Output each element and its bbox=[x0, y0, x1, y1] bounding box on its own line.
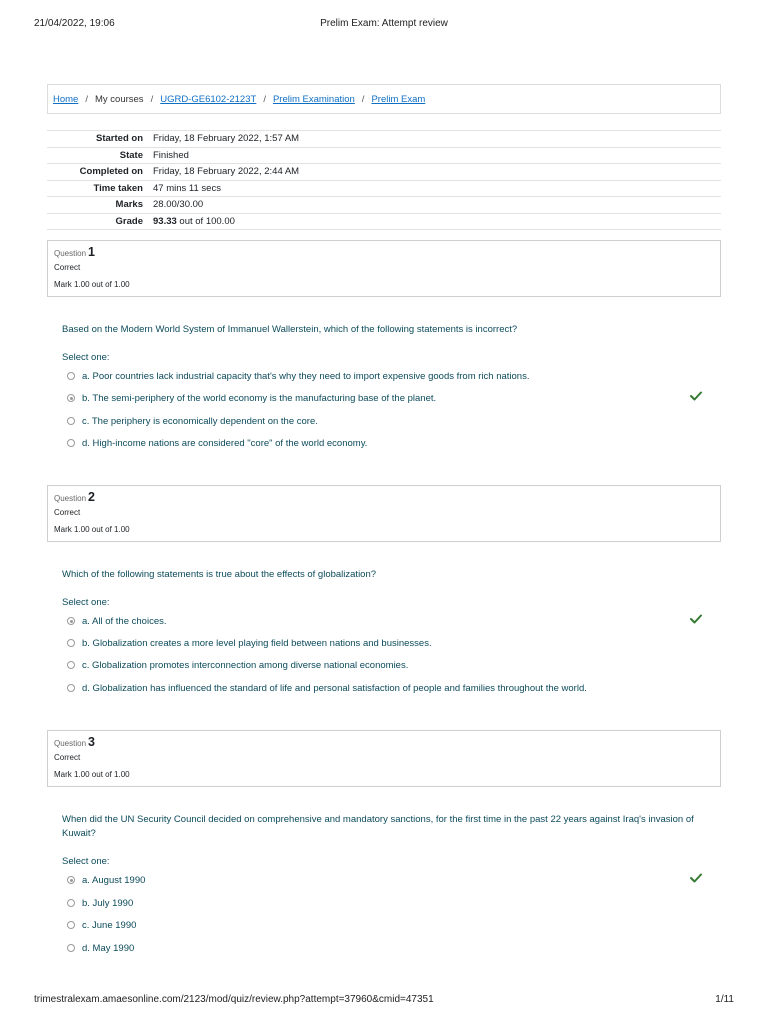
summary-row-time bbox=[47, 180, 721, 197]
breadcrumb-separator: / bbox=[361, 93, 365, 105]
question-text: When did the UN Security Council decided on comprehensive and mandatory sanctions, for the first time in the past 22 years against Iraq's invasion of Kuwait? bbox=[62, 814, 694, 839]
radio-icon[interactable] bbox=[67, 944, 75, 952]
answer-option-label: d. May 1990 bbox=[82, 942, 135, 954]
radio-icon[interactable] bbox=[67, 921, 75, 929]
answer-option[interactable] bbox=[67, 658, 408, 672]
attempt-summary-table bbox=[47, 130, 721, 230]
breadcrumb-home[interactable]: Home bbox=[53, 93, 79, 105]
answer-option-label: c. The periphery is economically dependent on the core. bbox=[82, 415, 318, 427]
radio-icon[interactable] bbox=[67, 394, 75, 402]
summary-value: 28.00/30.00 bbox=[153, 199, 204, 211]
summary-label: Started on bbox=[96, 133, 143, 145]
answer-option[interactable] bbox=[67, 369, 529, 383]
radio-icon[interactable] bbox=[67, 617, 75, 625]
summary-value bbox=[149, 213, 721, 230]
breadcrumb-separator: / bbox=[85, 93, 88, 105]
print-url: trimestralexam.amaesonline.com/2123/mod/quiz/review.php?attempt=37960&cmid=47351 bbox=[34, 994, 434, 1005]
answer-option-label: d. High-income nations are considered "core" of the world economy. bbox=[82, 437, 368, 449]
question-number-value: 1 bbox=[88, 245, 95, 259]
question-info-box bbox=[47, 730, 721, 787]
answer-option-label: b. July 1990 bbox=[82, 897, 134, 909]
question-grade: Mark 1.00 out of 1.00 bbox=[54, 280, 130, 289]
summary-row-state bbox=[47, 147, 721, 164]
print-title: Prelim Exam: Attempt review bbox=[320, 18, 448, 29]
question-text: Based on the Modern World System of Immanuel Wallerstein, which of the following statements is incorrect? bbox=[62, 324, 518, 335]
answer-option-label: a. Poor countries lack industrial capacity that's why they need to import expensive goods from rich nations. bbox=[82, 370, 530, 382]
answer-option-label: b. The semi-periphery of the world economy is the manufacturing base of the planet. bbox=[82, 392, 437, 404]
summary-value: Finished bbox=[153, 149, 189, 161]
answer-option[interactable] bbox=[67, 636, 432, 650]
question-state: Correct bbox=[54, 263, 81, 272]
radio-icon[interactable] bbox=[67, 439, 75, 447]
radio-icon[interactable] bbox=[67, 899, 75, 907]
question-text: Which of the following statements is true about the effects of globalization? bbox=[62, 569, 377, 580]
select-one-label: Select one: bbox=[62, 856, 110, 867]
summary-row-completed bbox=[47, 164, 721, 181]
check-icon bbox=[690, 391, 702, 401]
check-icon bbox=[690, 873, 702, 883]
question-grade: Mark 1.00 out of 1.00 bbox=[54, 770, 130, 779]
breadcrumb-separator: / bbox=[150, 93, 154, 105]
question-state: Correct bbox=[54, 753, 81, 762]
answer-option[interactable] bbox=[67, 391, 436, 405]
breadcrumb bbox=[47, 84, 721, 114]
question-number bbox=[54, 735, 714, 751]
answer-option[interactable] bbox=[67, 873, 145, 887]
summary-label: State bbox=[119, 149, 143, 161]
answer-option[interactable] bbox=[67, 941, 134, 955]
answer-option-label: c. Globalization promotes interconnection among diverse national economies. bbox=[82, 659, 409, 671]
answer-option-label: c. June 1990 bbox=[82, 919, 137, 931]
answer-option[interactable] bbox=[67, 614, 167, 628]
question-label: Question bbox=[54, 249, 87, 258]
question-info-box bbox=[47, 485, 721, 542]
question-label: Question bbox=[54, 739, 87, 748]
print-page-number: 1/11 bbox=[715, 994, 734, 1005]
check-icon bbox=[690, 614, 702, 624]
print-footer bbox=[0, 994, 768, 1008]
summary-row-started bbox=[47, 131, 721, 148]
breadcrumb-section[interactable]: Prelim Examination bbox=[272, 93, 355, 105]
answer-option-label: b. Globalization creates a more level playing field between nations and businesses. bbox=[82, 637, 432, 649]
summary-value: 47 mins 11 secs bbox=[153, 182, 221, 194]
question-number-value: 2 bbox=[88, 490, 95, 504]
answer-option[interactable] bbox=[67, 896, 133, 910]
select-one-label: Select one: bbox=[62, 597, 110, 608]
question-number-value: 3 bbox=[88, 735, 95, 749]
answer-option[interactable] bbox=[67, 436, 367, 450]
answer-option[interactable] bbox=[67, 681, 587, 695]
print-date: 21/04/2022, 19:06 bbox=[34, 18, 115, 29]
radio-icon[interactable] bbox=[67, 372, 75, 380]
question-label: Question bbox=[54, 494, 87, 503]
select-one-label: Select one: bbox=[62, 352, 110, 363]
summary-label: Grade bbox=[115, 215, 143, 227]
radio-icon[interactable] bbox=[67, 639, 75, 647]
summary-label: Completed on bbox=[79, 166, 143, 178]
summary-label: Time taken bbox=[93, 182, 143, 194]
answer-option[interactable] bbox=[67, 414, 318, 428]
grade-score: 93.33 bbox=[153, 215, 177, 227]
answer-option[interactable] bbox=[67, 918, 136, 932]
radio-icon[interactable] bbox=[67, 417, 75, 425]
print-header bbox=[0, 18, 768, 32]
question-number bbox=[54, 245, 714, 261]
grade-out-of: out of 100.00 bbox=[176, 215, 235, 227]
question-number bbox=[54, 490, 714, 506]
breadcrumb-my-courses: My courses bbox=[94, 93, 144, 105]
summary-row-marks bbox=[47, 197, 721, 214]
answer-option-label: a. August 1990 bbox=[82, 874, 146, 886]
question-grade: Mark 1.00 out of 1.00 bbox=[54, 525, 130, 534]
breadcrumb-quiz[interactable]: Prelim Exam bbox=[371, 93, 426, 105]
answer-option-label: a. All of the choices. bbox=[82, 615, 167, 627]
breadcrumb-course[interactable]: UGRD-GE6102-2123T bbox=[160, 93, 257, 105]
summary-value: Friday, 18 February 2022, 1:57 AM bbox=[153, 133, 300, 145]
summary-row-grade bbox=[47, 213, 721, 230]
answer-option-label: d. Globalization has influenced the standard of life and personal satisfaction of people and families throughout the world. bbox=[82, 682, 587, 694]
summary-label: Marks bbox=[115, 199, 143, 211]
radio-icon[interactable] bbox=[67, 876, 75, 884]
question-state: Correct bbox=[54, 508, 81, 517]
radio-icon[interactable] bbox=[67, 684, 75, 692]
breadcrumb-separator: / bbox=[263, 93, 266, 105]
radio-icon[interactable] bbox=[67, 661, 75, 669]
question-info-box bbox=[47, 240, 721, 297]
summary-value: Friday, 18 February 2022, 2:44 AM bbox=[153, 166, 300, 178]
